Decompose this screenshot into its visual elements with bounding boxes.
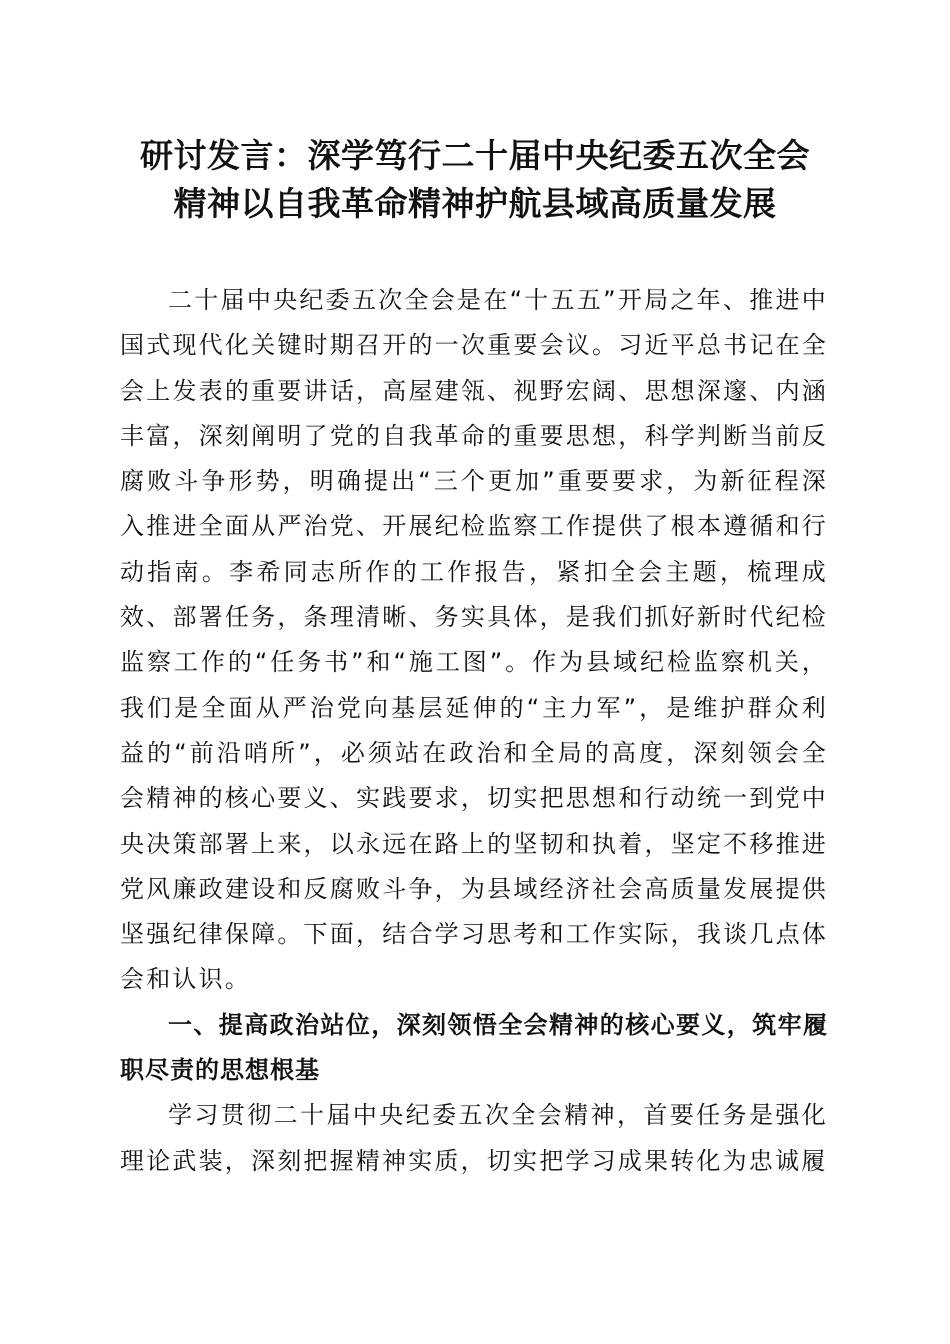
document-title-line1: 研讨发言：深学笃行二十届中央纪委五次全会 (140, 136, 810, 175)
document-title-line2: 精神以自我革命精神护航县域高质量发展 (173, 184, 777, 223)
document-title (100, 132, 850, 228)
document-body (120, 278, 828, 1184)
section-1-paragraph: 学习贯彻二十届中央纪委五次全会精神，首要任务是强化理论武装，深刻把握精神实质，切实把学习成果转化为忠诚履 (120, 1101, 828, 1175)
intro-paragraph: 二十届中央纪委五次全会是在“十五五”开局之年、推进中国式现代化关键时期召开的一次重要会议。习近平总书记在全会上发表的重要讲话，高屋建瓴、视野宏阔、思想深邃、内涵丰富，深刻阐明了党的自我革命的重要思想，科学判断当前反腐败斗争形势，明确提出“三个更加”重要要求，为新征程深入推进全面从严治党、开展纪检监察工作提供了根本遵循和行动指南。李希同志所作的工作报告，紧扣全会主题，梳理成效、部署任务，条理清晰、务实具体，是我们抓好新时代纪检监察工作的“任务书”和“施工图”。作为县域纪检监察机关，我们是全面从严治党向基层延伸的“主力军”，是维护群众利益的“前沿哨所”，必须站在政治和全局的高度，深刻领会全会精神的核心要义、实践要求，切实把思想和行动统一到党中央决策部署上来，以永远在路上的坚韧和执着，坚定不移推进党风廉政建设和反腐败斗争，为县域经济社会高质量发展提供坚强纪律保障。下面，结合学习思考和工作实际，我谈几点体会和认识。 (120, 286, 828, 994)
section-heading-1: 一、提高政治站位，深刻领悟全会精神的核心要义，筑牢履职尽责的思想根基 (120, 1010, 828, 1085)
